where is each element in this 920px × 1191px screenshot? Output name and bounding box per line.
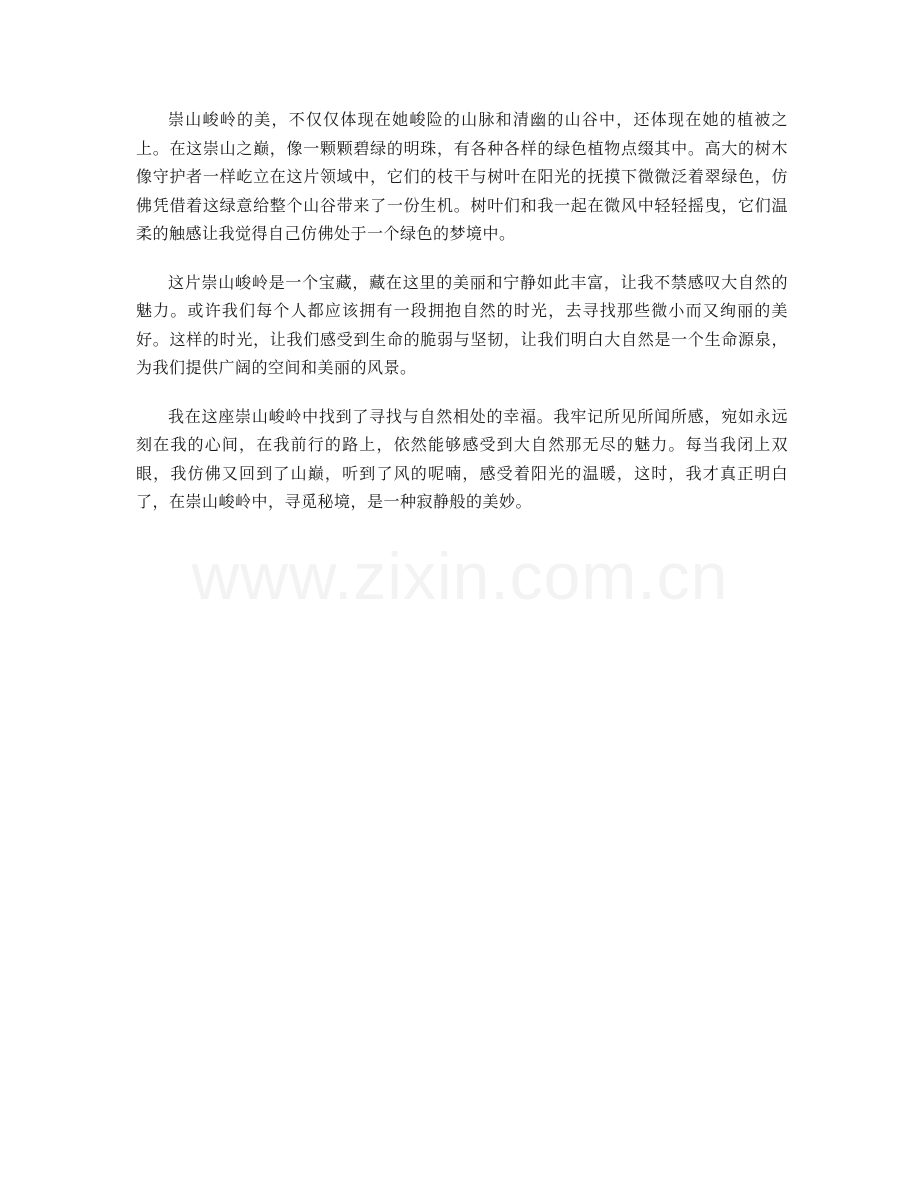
paragraph-1: 崇山峻岭的美，不仅仅体现在她峻险的山脉和清幽的山谷中，还体现在她的植被之上。在这崇山之巅，像一颗颗碧绿的明珠，有各种各样的绿色植物点缀其中。高大的树木像守护者一样屹立在这片领域中，它们的枝干与树叶在阳光的抚摸下微微泛着翠绿色，仿佛凭借着这绿意给整个山谷带来了一份生机。树叶们和我一起在微风中轻轻摇曳，它们温柔的触感让我觉得自己仿佛处于一个绿色的梦境中。 [136, 110, 788, 243]
paragraph-2: 这片崇山峻岭是一个宝藏，藏在这里的美丽和宁静如此丰富，让我不禁感叹大自然的魅力。或许我们每个人都应该拥有一段拥抱自然的时光，去寻找那些微小而又绚丽的美好。这样的时光，让我们感受到生命的脆弱与坚韧，让我们明白大自然是一个生命源泉，为我们提供广阔的空间和美丽的风景。 [136, 272, 788, 377]
watermark: www.zixin.com.cn [191, 539, 729, 613]
paragraph-3: 我在这座崇山峻岭中找到了寻找与自然相处的幸福。我牢记所见所闻所感，宛如永远刻在我的心间，在我前行的路上，依然能够感受到大自然那无尽的魅力。每当我闭上双眼，我仿佛又回到了山巅，听到了风的呢喃，感受着阳光的温暖，这时，我才真正明白了，在崇山峻岭中，寻觅秘境，是一种寂静般的美妙。 [136, 406, 788, 511]
document-body [136, 106, 788, 537]
